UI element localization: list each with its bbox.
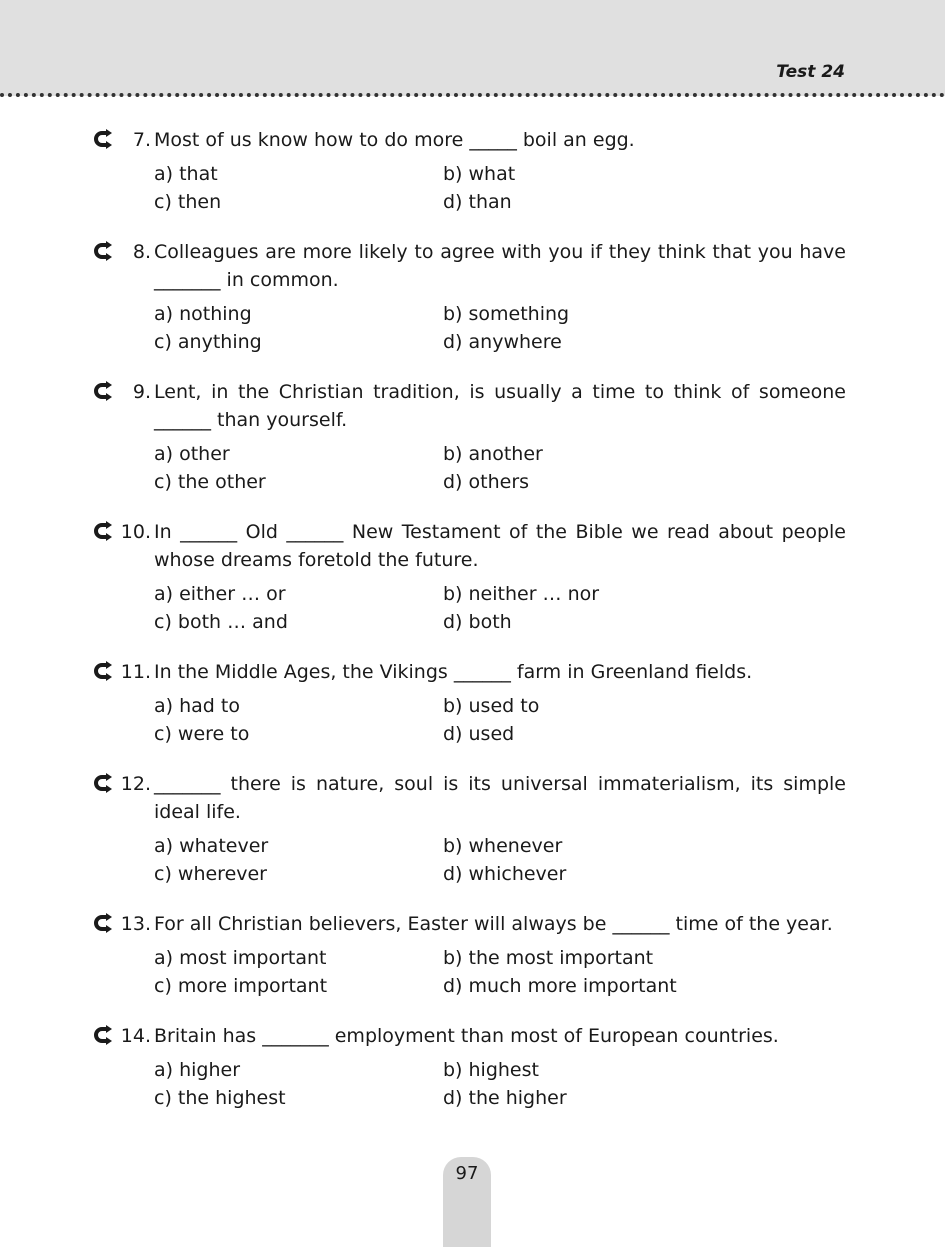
- question-number: 14.: [120, 1025, 151, 1047]
- arrow-circle-icon: [92, 1025, 112, 1045]
- question-number: 9.: [132, 381, 151, 403]
- question-text: _______ there is nature, soul is its universal immaterialism, its simple ideal life.: [154, 773, 846, 823]
- question-header: [92, 658, 846, 686]
- answer-option[interactable]: d) the higher: [443, 1087, 567, 1109]
- question-list: [92, 126, 846, 1134]
- question-number: 12.: [120, 773, 151, 795]
- answer-option[interactable]: c) then: [154, 191, 222, 213]
- question-header: [92, 1022, 846, 1050]
- answer-options: [154, 692, 846, 748]
- question-header: [92, 770, 846, 826]
- answer-option[interactable]: c) more important: [154, 975, 328, 997]
- answer-option[interactable]: d) both: [443, 611, 512, 633]
- answer-option[interactable]: c) wherever: [154, 863, 267, 885]
- answer-option[interactable]: c) the other: [154, 471, 266, 493]
- answer-option[interactable]: d) much more important: [443, 975, 677, 997]
- question-text: For all Christian believers, Easter will always be ______ time of the year.: [154, 913, 833, 935]
- arrow-circle-icon: [92, 773, 112, 793]
- answer-option[interactable]: b) whenever: [443, 835, 563, 857]
- answer-options: [154, 300, 846, 356]
- question-text: Most of us know how to do more _____ boil an egg.: [154, 129, 635, 151]
- question-header: [92, 238, 846, 294]
- arrow-circle-icon: [92, 241, 112, 261]
- question-header: [92, 378, 846, 434]
- answer-options: [154, 580, 846, 636]
- answer-options: [154, 1056, 846, 1112]
- answer-option[interactable]: d) than: [443, 191, 512, 213]
- test-title: Test 24: [776, 62, 845, 82]
- answer-option[interactable]: d) used: [443, 723, 515, 745]
- arrow-circle-icon: [92, 381, 112, 401]
- answer-option[interactable]: a) that: [154, 163, 218, 185]
- answer-option[interactable]: a) nothing: [154, 303, 252, 325]
- question-item: [92, 658, 846, 748]
- question-item: [92, 518, 846, 636]
- answer-option[interactable]: b) something: [443, 303, 570, 325]
- answer-options: [154, 944, 846, 1000]
- answer-option[interactable]: d) others: [443, 471, 530, 493]
- question-item: [92, 238, 846, 356]
- answer-option[interactable]: a) higher: [154, 1059, 241, 1081]
- answer-option[interactable]: c) both … and: [154, 611, 288, 633]
- page-number: 97: [455, 1163, 479, 1184]
- answer-options: [154, 160, 846, 216]
- answer-option[interactable]: b) the most important: [443, 947, 654, 969]
- question-header: [92, 518, 846, 574]
- answer-option[interactable]: a) had to: [154, 695, 240, 717]
- question-number: 13.: [120, 913, 151, 935]
- question-item: [92, 910, 846, 1000]
- answer-option[interactable]: a) other: [154, 443, 230, 465]
- question-number: 7.: [132, 129, 151, 151]
- answer-option[interactable]: c) anything: [154, 331, 262, 353]
- answer-option[interactable]: d) whichever: [443, 863, 567, 885]
- question-header: [92, 910, 846, 938]
- arrow-circle-icon: [92, 129, 112, 149]
- question-item: [92, 126, 846, 216]
- answer-option[interactable]: a) most important: [154, 947, 327, 969]
- question-header: [92, 126, 846, 154]
- answer-option[interactable]: a) either … or: [154, 583, 286, 605]
- question-number: 11.: [120, 661, 151, 683]
- arrow-circle-icon: [92, 521, 112, 541]
- question-item: [92, 770, 846, 888]
- question-text: Lent, in the Christian tradition, is usually a time to think of someone ______ than yourself.: [154, 381, 846, 431]
- dotted-divider: [0, 93, 945, 97]
- question-item: [92, 1022, 846, 1112]
- answer-option[interactable]: b) another: [443, 443, 543, 465]
- answer-options: [154, 440, 846, 496]
- question-text: Britain has _______ employment than most of European countries.: [154, 1025, 779, 1047]
- answer-option[interactable]: c) were to: [154, 723, 250, 745]
- answer-option[interactable]: b) highest: [443, 1059, 539, 1081]
- answer-option[interactable]: b) neither … nor: [443, 583, 600, 605]
- question-item: [92, 378, 846, 496]
- arrow-circle-icon: [92, 661, 112, 681]
- answer-options: [154, 832, 846, 888]
- answer-option[interactable]: a) whatever: [154, 835, 269, 857]
- answer-option[interactable]: b) used to: [443, 695, 540, 717]
- question-text: In the Middle Ages, the Vikings ______ farm in Greenland fields.: [154, 661, 753, 683]
- question-number: 10.: [120, 521, 151, 543]
- question-text: Colleagues are more likely to agree with you if they think that you have _______ in common.: [154, 241, 846, 291]
- answer-option[interactable]: d) anywhere: [443, 331, 562, 353]
- answer-option[interactable]: b) what: [443, 163, 516, 185]
- arrow-circle-icon: [92, 913, 112, 933]
- answer-option[interactable]: c) the highest: [154, 1087, 286, 1109]
- question-number: 8.: [132, 241, 151, 263]
- question-text: In ______ Old ______ New Testament of the Bible we read about people whose dreams foretold the future.: [154, 521, 846, 571]
